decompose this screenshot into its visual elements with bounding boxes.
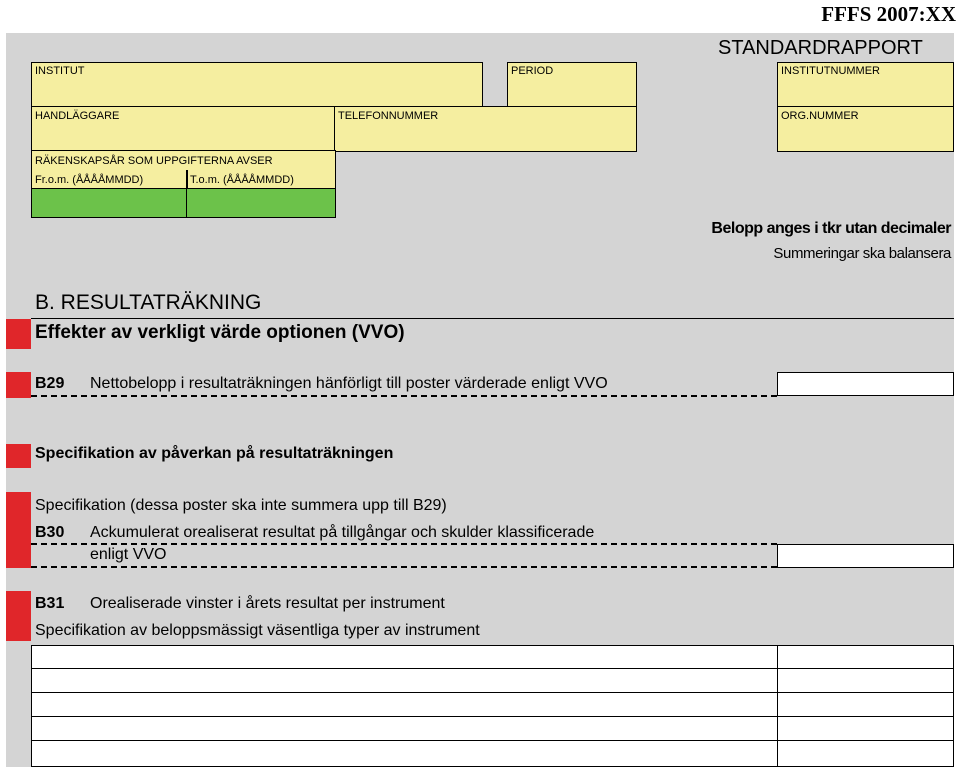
orgnummer-label: ORG.NUMMER	[781, 110, 859, 122]
red-marker	[6, 492, 31, 568]
b31-code: B31	[35, 595, 65, 612]
instrument-name-input[interactable]	[31, 716, 779, 742]
institutnummer-label: INSTITUTNUMMER	[781, 65, 880, 77]
b29-code: B29	[35, 375, 65, 392]
instrument-amount-input[interactable]	[777, 716, 954, 742]
instrument-spec-label: Specifikation av beloppsmässigt väsentliga typer av instrument	[35, 622, 480, 639]
b29-dashed-line	[31, 395, 777, 397]
belopp-note: Belopp anges i tkr utan decimaler	[711, 220, 951, 237]
section-heading: B. RESULTATRÄKNING	[35, 291, 262, 314]
red-marker	[6, 319, 31, 349]
red-marker	[6, 444, 31, 468]
instrument-name-input[interactable]	[31, 645, 779, 670]
rakenskapsar-label: RÄKENSKAPSÅR SOM UPPGIFTERNA AVSER	[35, 155, 273, 167]
instrument-amount-input[interactable]	[777, 668, 954, 694]
instrument-name-input[interactable]	[31, 692, 779, 718]
b30-code: B30	[35, 524, 65, 541]
spec-heading: Specifikation av påverkan på resultaträkningen	[35, 445, 394, 462]
spec-note: Specifikation (dessa poster ska inte summera upp till B29)	[35, 497, 447, 514]
b30-text-line2: enligt VVO	[90, 546, 167, 563]
red-marker	[6, 372, 31, 398]
instrument-amount-input[interactable]	[777, 740, 954, 767]
telefonnummer-label: TELEFONNUMMER	[338, 110, 439, 122]
b30-text-line1: Ackumulerat orealiserat resultat på tillgångar och skulder klassificerade	[90, 524, 595, 541]
handlaggare-label: HANDLÄGGARE	[35, 110, 120, 122]
instrument-name-input[interactable]	[31, 740, 779, 767]
section-divider	[31, 318, 954, 319]
instrument-amount-input[interactable]	[777, 645, 954, 670]
red-marker	[6, 591, 31, 641]
from-date-label: Fr.o.m. (ÅÅÅÅMMDD)	[35, 174, 144, 186]
instrument-name-input[interactable]	[31, 668, 779, 694]
summeringar-note: Summeringar ska balansera	[773, 245, 951, 262]
institut-field[interactable]	[31, 62, 483, 108]
section-subheading: Effekter av verkligt värde optionen (VVO)	[35, 322, 405, 343]
institut-label: INSTITUT	[35, 65, 85, 77]
date-divider	[186, 170, 188, 190]
period-label: PERIOD	[511, 65, 554, 77]
document-code: FFFS 2007:XX	[821, 2, 956, 26]
report-title: STANDARDRAPPORT	[718, 37, 923, 59]
b30-amount-input[interactable]	[777, 544, 954, 568]
b31-text: Orealiserade vinster i årets resultat per instrument	[90, 595, 445, 612]
from-date-field[interactable]	[31, 188, 188, 218]
b29-text: Nettobelopp i resultaträkningen hänförligt till poster värderade enligt VVO	[90, 375, 608, 392]
b30-dashed-line	[31, 566, 777, 568]
b29-amount-input[interactable]	[777, 372, 954, 396]
instrument-amount-input[interactable]	[777, 692, 954, 718]
b30-dashed-line	[31, 543, 777, 545]
tom-date-label: T.o.m. (ÅÅÅÅMMDD)	[190, 174, 294, 186]
tom-date-field[interactable]	[186, 188, 336, 218]
